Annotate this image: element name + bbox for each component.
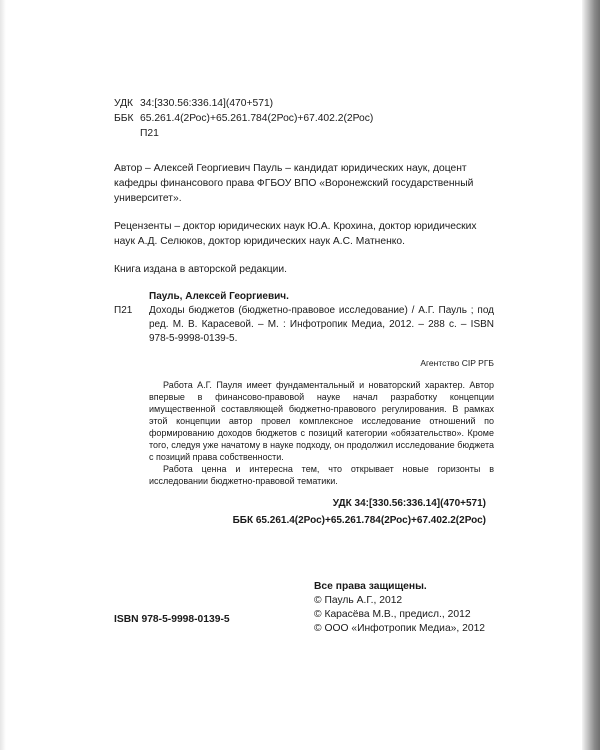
copyright-preface: © Карасёва М.В., предисл., 2012	[314, 609, 471, 620]
annotation	[114, 379, 494, 487]
annotation-paragraph-2: Работа ценна и интересна тем, что открывает новые горизонты в исследовании бюджетно-правовой тематики.	[149, 464, 494, 486]
bbk-value: 65.261.4(2Рос)+65.261.784(2Рос)+67.402.2(2Рос)	[140, 113, 374, 124]
udk-label: УДК	[114, 98, 134, 109]
udk-bold: УДК 34:[330.56:336.14](470+571)	[332, 498, 486, 509]
bbk-bold: ББК 65.261.4(2Рос)+65.261.784(2Рос)+67.402.2(2Рос)	[232, 515, 486, 526]
catalog-heading: Пауль, Алексей Георгиевич.	[149, 291, 289, 302]
imprint-page	[114, 96, 494, 529]
edition-note: Книга издана в авторской редакции.	[114, 264, 288, 275]
cip-agency: Агентство CIP РГБ	[420, 358, 494, 368]
page-left-edge	[0, 0, 6, 750]
catalog-entry	[114, 290, 494, 346]
author-mark-row	[114, 126, 494, 141]
bbk-label: ББК	[114, 113, 134, 124]
copyright-block	[314, 580, 485, 636]
rights-title: Все права защищены.	[314, 581, 427, 592]
author-mark: П21	[140, 128, 159, 139]
annotation-paragraph-1: Работа А.Г. Пауля имеет фундаментальный и новаторский характер. Автор впервые в финансово-правовой науке начал разработку концепции имущественной составляющей бюджетно-правового регулирования. В рамках этой концепции автор провел комплексное исследование отношений по формированию доходов бюджетов с позиций категории «обязательство». Кроме того, следуя уже начатому в науке подходу, он продолжил исследование бюджета с позиций права собственности.	[149, 380, 494, 462]
copyright-author: © Пауль А.Г., 2012	[314, 595, 403, 606]
copyright-publisher: © ООО «Инфотропик Медиа», 2012	[314, 623, 486, 634]
author-note: Автор – Алексей Георгиевич Пауль – кандидат юридических наук, доцент кафедры финансового права ФГБОУ ВПО «Воронежский государственный университет».	[114, 163, 474, 204]
classification-bold	[114, 495, 494, 529]
catalog-body: Доходы бюджетов (бюджетно-правовое исследование) / А.Г. Пауль ; под ред. М. В. Карасевой. – М. : Инфотропик Медиа, 2012. – 288 с. – ISBN 978-5-9998-0139-5.	[149, 305, 494, 344]
isbn: ISBN 978-5-9998-0139-5	[114, 614, 230, 625]
bbk-row	[114, 111, 494, 126]
page-binding-shadow	[582, 0, 600, 750]
reviewers-note: Рецензенты – доктор юридических наук Ю.А. Крохина, доктор юридических наук А.Д. Селюков, доктор юридических наук А.С. Матненко.	[114, 221, 477, 247]
udk-row	[114, 96, 494, 111]
catalog-code: П21	[114, 305, 133, 316]
classification-block	[114, 96, 494, 141]
udk-value: 34:[330.56:336.14](470+571)	[140, 98, 274, 109]
